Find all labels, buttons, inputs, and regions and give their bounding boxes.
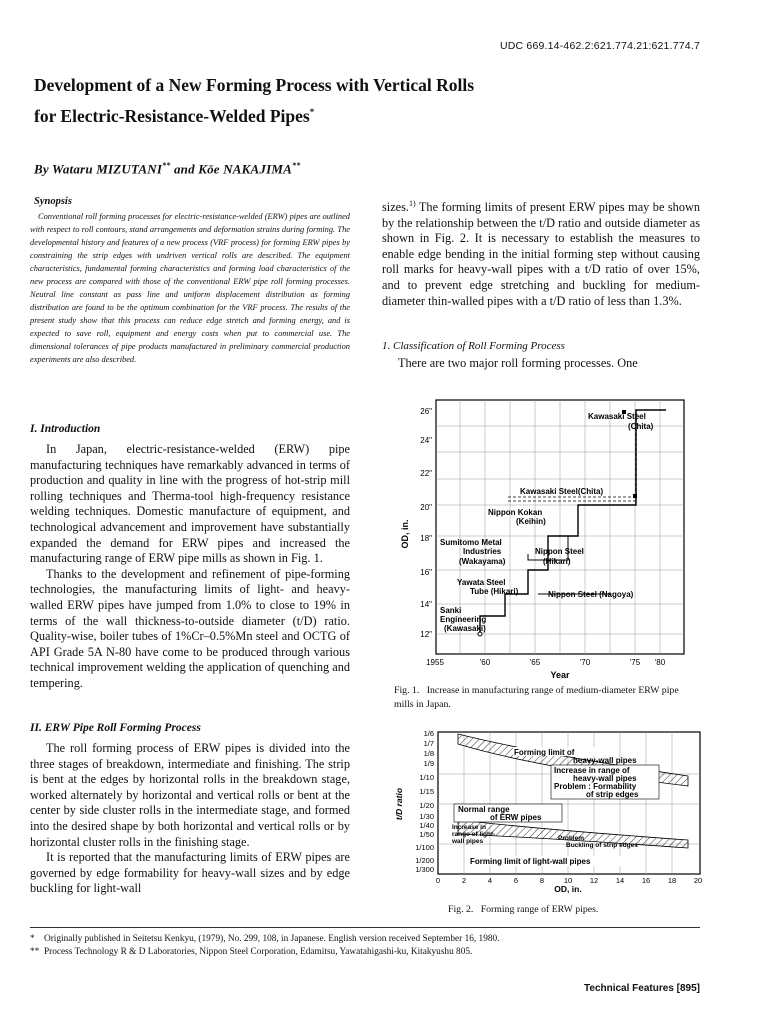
label: (Wakayama) <box>459 557 506 566</box>
figure-2-x-label: OD, in. <box>554 884 582 894</box>
y-tick: 1/8 <box>423 749 434 758</box>
y-tick: 1/100 <box>415 843 434 852</box>
y-tick: 1/30 <box>419 812 434 821</box>
figure-1-labels <box>440 412 654 633</box>
x-tick: 10 <box>563 876 573 885</box>
author-footnote-mark: ** <box>162 161 171 170</box>
label: Sumitomo Metal <box>440 538 502 547</box>
label: (Hikari) <box>543 557 571 566</box>
figure-2-caption-label: Fig. 2. <box>448 904 474 915</box>
label: Problem <box>558 835 585 842</box>
section-1-paragraph-2: Thanks to the development and refinement of pipe-forming technologies, the manufacturing limits of light- and heavy-walled ERW pipes have jumped from 1.0% to close to 19% in terms of the wall thickness-to-outside diameter (t/D) ratio. Quality-wise, boiler tubes of 1%Cr–0.5%Mn steel and OCTG of API Grade 5A N-80 have come to be produced through various technical improvement welding the application of quenching and tempering. <box>30 566 350 690</box>
section-2-heading: II. ERW Pipe Roll Forming Process <box>30 722 201 734</box>
x-tick: 12 <box>589 876 599 885</box>
label: Engineering <box>440 615 487 624</box>
label: Increase in <box>452 824 486 831</box>
x-tick: '65 <box>529 658 541 667</box>
y-tick: 1/9 <box>423 759 434 768</box>
section-1-heading: I. Introduction <box>30 423 101 435</box>
y-tick: 16" <box>420 568 432 577</box>
label: Problem : Formability <box>554 782 637 791</box>
y-tick: 18" <box>420 534 432 543</box>
label: Increase in range of <box>554 766 630 775</box>
figure-1-x-ticks <box>426 658 666 667</box>
label: Nippon Steel (Nagoya) <box>548 590 634 599</box>
label: of ERW pipes <box>490 813 542 822</box>
label: Industries <box>463 547 502 556</box>
author-footnote-mark-2: ** <box>292 161 301 170</box>
label: (Keihin) <box>516 517 546 526</box>
label: heavy-wall pipes <box>573 756 637 765</box>
label: (Kawasaki) <box>444 624 486 633</box>
footnote-2: ** Process Technology R & D Laboratories, Nippon Steel Corporation, Edamitsu, Yawatahigashi-ku, Kitakyushu 805. <box>30 947 473 957</box>
y-tick: 12" <box>420 630 432 639</box>
column-2-paragraph: sizes.$^{1)}$ The forming limits of present ERW pipes may be shown by the relationship between the t/D ratio and outside diameter as shown in Fig. 2. It is necessary to establish the measures to enable edge bending in the initial forming step without causing roll marks for heavy-wall pipes with a t/D ratio of over 15%, and to prevent edge stretching and buckling for medium-diameter thin-walled pipes with a t/D ratio of less than 1.3%. <box>382 199 700 308</box>
authors: By Wataru MIZUTANI** and Kōe NAKAJIMA** <box>34 161 301 177</box>
label: Sanki <box>440 606 462 615</box>
title-line-1: Development of a New Forming Process with Vertical Rolls <box>34 75 475 95</box>
figure-2-y-label: t/D ratio <box>394 787 404 821</box>
label: Buckling of strip edges <box>566 842 638 849</box>
light-wall-limit-label: Forming limit of light-wall pipes <box>470 857 591 866</box>
x-tick: 6 <box>513 876 519 885</box>
section-2-paragraph-1: The roll forming process of ERW pipes is divided into the three stages of breakdown, intermediate and finishing. The strip is bent at the edges by horizontal rolls in the breakdown stage, worked alternately by horizontal and vertical rolls or bent at the center by side cluster rolls in the intermediate stage, and formed into the desired shape by both horizontal and vertical rolls or by horizontal cluster rolls in the finishing stage. <box>30 741 350 849</box>
x-tick: 8 <box>539 876 545 885</box>
figure-2-y-ticks <box>415 729 434 874</box>
y-tick: 1/20 <box>419 801 434 810</box>
subsection-1-paragraph: There are two major roll forming processes. One <box>398 356 638 370</box>
label: Kawasaki Steel <box>588 412 646 421</box>
figure-1-y-label: OD, in. <box>400 519 410 549</box>
figure-1-steps <box>480 410 666 634</box>
section-1-paragraph-1: In Japan, electric-resistance-welded (ERW) pipe manufacturing techniques have remarkably advanced in terms of production and quality in line with the progress of hot-strip mill rolling techniques and Therma-tool high-frequency resistance welding techniques. Domestic manufacture of equipment, and technological advancement and improvement have substantially expanded the demand for ERW pipes and increased the manufacturing range of ERW pipe mills as shown in Fig. 1. <box>30 442 350 566</box>
label: Tube (Hikari) <box>470 587 519 596</box>
section-2-body <box>30 741 350 897</box>
title-footnote-mark: * <box>309 107 315 117</box>
subsection-1-heading: 1. Classification of Roll Forming Process <box>382 340 565 352</box>
x-tick: 2 <box>461 876 467 885</box>
y-tick: 1/7 <box>423 739 434 748</box>
label: Yawata Steel <box>457 578 506 587</box>
label: Nippon Steel <box>535 547 584 556</box>
y-tick: 1/15 <box>419 787 434 796</box>
label: range of light- <box>452 831 496 838</box>
figure-1-x-label: Year <box>550 670 570 680</box>
y-tick: 1/40 <box>419 821 434 830</box>
y-tick: 24" <box>420 436 432 445</box>
label: (Chita) <box>628 422 654 431</box>
x-tick: 4 <box>487 876 493 885</box>
x-tick: 16 <box>641 876 651 885</box>
figure-2-caption-text: Forming range of ERW pipes. <box>480 904 599 915</box>
figure-1-caption-text: Increase in manufacturing range of medium-diameter ERW pipe mills in Japan. <box>394 685 679 710</box>
subsection-1-body <box>382 356 700 372</box>
label: heavy-wall pipes <box>573 774 637 783</box>
x-tick: 14 <box>615 876 625 885</box>
label: of strip edges <box>586 790 639 799</box>
figure-1 <box>388 384 698 684</box>
page-footer: Technical Features [895] <box>584 983 700 994</box>
x-tick: '75 <box>629 658 641 667</box>
figure-1-y-ticks <box>420 407 432 639</box>
reference-mark: 1) <box>408 199 416 208</box>
synopsis-text: Conventional roll forming processes for electric-resistance-welded (ERW) pipes are outlined with respect to roll contours, stand arrangements and deformation strains during forming. The developmental history and features of a new process (VRF process) for forming ERW pipes by constraining the strip edges with undriven vertical rolls are described. The equipment characteristics, fundamental forming characteristics and forming load characteristics of the new process are compared with those of the conventional ERW pipe roll forming processes. Neutral line constant as pass line and uniform displacement distribution as forming distribution are found to be the optimum combination for the VRF process. The results of the present study show that this process can reduce edge stretch and forming energy, and is expected to save roll, equipment and energy costs when put to commercial use. The dimensional tolerances of pipe products manufactured in preliminary commercial production experiments are also described. <box>30 212 350 364</box>
y-tick: 1/300 <box>415 865 434 874</box>
y-tick: 14" <box>420 600 432 609</box>
label: Kawasaki Steel(Chita) <box>520 487 604 496</box>
x-tick: 0 <box>435 876 441 885</box>
y-tick: 20" <box>420 503 432 512</box>
x-tick: '70 <box>579 658 591 667</box>
y-tick: 1/10 <box>419 773 434 782</box>
y-tick: 1/6 <box>423 729 434 738</box>
section-1-body <box>30 442 350 692</box>
figure-2 <box>388 724 706 900</box>
label: Nippon Kokan <box>488 508 543 517</box>
x-tick: '80 <box>654 658 666 667</box>
y-tick: 22" <box>420 469 432 478</box>
y-tick: 26" <box>420 407 432 416</box>
column-2-body <box>382 196 700 309</box>
label: wall pipes <box>452 838 484 845</box>
synopsis-heading: Synopsis <box>34 196 72 207</box>
x-tick: 20 <box>693 876 703 885</box>
label: Forming limit of <box>514 748 575 757</box>
footnote-1: * Originally published in Seitetsu Kenkyu, (1979), No. 299, 108, in Japanese. English version received September 16, 1980. <box>30 934 500 944</box>
y-tick: 1/50 <box>419 830 434 839</box>
udc-code: UDC 669.14-462.2:621.774.21:621.774.7 <box>499 40 700 52</box>
x-tick: 18 <box>667 876 677 885</box>
figure-1-caption-label: Fig. 1. <box>394 685 420 696</box>
paper-title <box>34 72 694 130</box>
x-tick: 1955 <box>426 658 444 667</box>
title-line-2: for Electric-Resistance-Welded Pipes* <box>34 105 315 126</box>
x-tick: '60 <box>479 658 491 667</box>
footnote-rule <box>30 927 700 928</box>
y-tick: 1/200 <box>415 856 434 865</box>
figure-2-caption <box>448 903 598 917</box>
section-2-paragraph-2: It is reported that the manufacturing limits of ERW pipes are governed by edge formability for heavy-wall sizes and by edge buckling for light-wall <box>30 850 350 896</box>
label: Normal range <box>458 805 510 814</box>
figure-1-caption <box>394 684 694 712</box>
